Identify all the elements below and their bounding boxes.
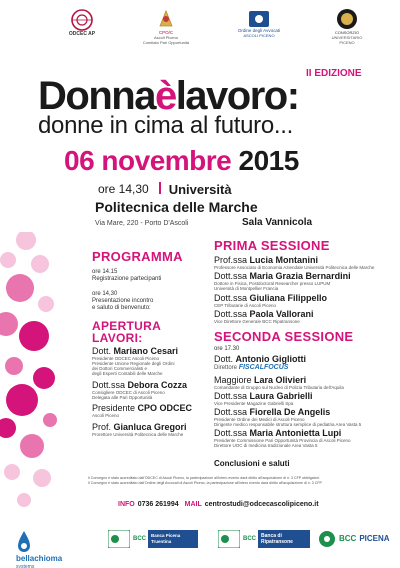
speaker-item xyxy=(92,346,178,376)
speaker-role: Prorettore Università Politecnica delle Marche xyxy=(92,432,184,437)
bubble xyxy=(20,434,44,458)
bellachioma-logo: bellachioma systems xyxy=(16,530,62,568)
speaker-name: Dott. Mariano Cesari xyxy=(92,346,179,356)
speaker-name: Dott.ssa Giuliana Filippello xyxy=(214,293,328,303)
avvocati-logo-sub: ASCOLI PICENO xyxy=(243,33,275,38)
avvocati-logo xyxy=(218,8,300,38)
title-accent: è xyxy=(154,74,176,118)
programma-item-time: ore 14.15 xyxy=(92,269,118,275)
odcec-emblem-icon xyxy=(70,8,94,32)
speaker-item xyxy=(214,309,314,324)
bubble xyxy=(33,469,51,487)
contact-info xyxy=(118,501,325,508)
header-logos xyxy=(0,8,400,54)
bubble xyxy=(0,418,16,438)
bcc-emblem-icon xyxy=(108,530,130,548)
speaker-name: Dott.ssa Laura Gabrielli xyxy=(214,391,313,401)
odcec-logo xyxy=(58,8,106,37)
consorzio-seal-icon xyxy=(336,8,358,30)
speaker-item xyxy=(214,428,351,448)
sponsor-bar xyxy=(0,524,400,568)
cpo-crest-icon xyxy=(155,8,177,30)
cpo-logo-label: CPO/C xyxy=(158,30,174,35)
bubble xyxy=(43,413,57,427)
speaker-role: Presidente ODCEC Ascoli Piceno xyxy=(92,356,160,361)
speaker-item xyxy=(214,407,361,427)
separator-bar xyxy=(159,182,161,194)
programma-item-text2: e saluto di benvenuto: xyxy=(92,305,151,311)
programma-item-time: ore 14,30 xyxy=(92,291,118,297)
speaker-role: Consigliere ODCEC di Ascoli Piceno xyxy=(92,390,165,395)
bubble xyxy=(6,384,38,416)
bubble xyxy=(38,296,54,312)
odcec-logo-label: ODCEC AP xyxy=(68,31,96,37)
bubble xyxy=(31,255,49,273)
speaker-item xyxy=(92,403,192,418)
programma-heading: PROGRAMMA xyxy=(92,249,183,264)
speaker-role: Delegata alle Pari Opportunità xyxy=(92,395,153,400)
avvocati-logo-label: Ordine degli Avvocati xyxy=(237,28,281,33)
speaker-name: Prof.ssa Lucia Montanini xyxy=(214,255,319,265)
speaker-role: Direttore UOC di medicina tradizionale Area Vasta 5 xyxy=(214,443,318,448)
info-mail[interactable]: centrostudi@odcecascolipiceno.it xyxy=(204,501,319,508)
speaker-role: Presidente Commissione Pari Opportunità Provincia di Ascoli Piceno xyxy=(214,438,351,443)
speaker-name: Prof. Gianluca Gregori xyxy=(92,422,187,432)
speaker-name: Dott.ssa Maria Antonietta Lupi xyxy=(214,428,342,438)
info-label: INFO xyxy=(118,501,135,508)
time-place xyxy=(98,182,232,200)
programma-item-text: Registrazione partecipanti xyxy=(92,276,162,282)
speaker-item xyxy=(214,255,374,270)
bubble xyxy=(16,232,36,250)
speaker-role: Università di Montpellier Francia xyxy=(214,286,279,291)
seconda-time: ore 17.30 xyxy=(214,346,240,352)
bubble xyxy=(19,321,49,351)
speaker-name: Dott.ssa Paola Vallorani xyxy=(214,309,314,319)
speaker-item xyxy=(92,422,187,437)
bubble xyxy=(0,252,16,268)
programma-item xyxy=(92,269,161,283)
programma-item xyxy=(92,291,153,312)
speaker-item xyxy=(214,271,351,291)
speaker-role: degli Esperti Contabili delle Marche xyxy=(92,371,163,376)
decorative-bubbles xyxy=(0,232,60,532)
speaker-role: Vice Direttore Generale BCC Ripatransone xyxy=(214,319,300,324)
speaker-role: Dirigente medico responsabile struttura semplice di pediatria Area Vasta 5 xyxy=(214,422,362,427)
speaker-name: Dott.ssa Maria Grazia Bernardini xyxy=(214,271,351,281)
bubble xyxy=(33,367,55,389)
speaker-role: Comandante di Gruppo sul Nucleo di Polizia Tributaria dell'Aquila xyxy=(214,385,344,390)
bubble xyxy=(5,357,23,375)
bubble xyxy=(17,493,31,507)
bcc-ripatransone-logo: BCC Banca di Ripatransone xyxy=(218,530,310,548)
date-year: 2015 xyxy=(238,145,299,176)
speaker-name: Dott.ssa Fiorella De Angelis xyxy=(214,407,331,417)
speaker-name: Presidente CPO ODCEC xyxy=(92,403,193,413)
speaker-role: Presidente Unione Regionale degli Ordini xyxy=(92,361,175,366)
consorzio-logo-sub2: PICENO xyxy=(339,40,355,45)
note-line: Il Convegno è stato accreditato dall'ODCEC di Ascoli Piceno, la partecipazione all'intero evento darà diritto all'acquisizione di n. 3 CFP obbligatori. xyxy=(88,476,320,480)
mail-label: MAIL xyxy=(184,501,202,508)
speaker-role: Ascoli Piceno xyxy=(92,413,120,418)
cpo-logo xyxy=(134,8,198,45)
speaker-item xyxy=(214,391,313,406)
info-phone[interactable]: 0736 261994 xyxy=(137,501,179,508)
seconda-sessione-heading: SECONDA SESSIONE xyxy=(214,329,354,344)
speaker-item xyxy=(214,375,344,390)
bubble xyxy=(4,464,20,480)
apertura-heading-line2: LAVORI: xyxy=(92,331,143,345)
speaker-name: Dott.ssa Debora Cozza xyxy=(92,380,188,390)
consorzio-logo xyxy=(326,8,368,45)
event-subtitle: donne in cima al futuro... xyxy=(38,112,294,139)
event-time: ore 14,30 xyxy=(98,182,149,196)
speaker-item xyxy=(214,354,306,372)
title-part2: lavoro: xyxy=(175,74,299,118)
accreditation-notes xyxy=(88,476,388,486)
event-address: Via Mare, 220 - Porto D'Ascoli xyxy=(95,220,189,227)
date-day: 06 novembre xyxy=(64,145,232,176)
event-room: Sala Vannicola xyxy=(242,217,313,228)
speaker-role: Presidente Ordine dei Medici di Ascoli Piceno xyxy=(214,417,305,422)
consorzio-logo-label: CONSORZIO xyxy=(334,30,360,35)
speaker-role: Direttore FISCALFOCUS xyxy=(214,364,289,371)
speaker-item xyxy=(214,293,327,308)
fiscalfocus-logo: FISCALFOCUS xyxy=(238,364,289,371)
university-label: Università xyxy=(168,182,232,197)
bubble xyxy=(0,312,18,336)
speaker-role: CEP Tributarie di Ascoli Piceno xyxy=(214,303,276,308)
programma-item-text: Presentazione incontro xyxy=(92,298,154,304)
speaker-role: Dottore in Fisica, Postdoctoral Researcher presso LUPUM xyxy=(214,281,331,286)
cpo-logo-sub: Ascoli Piceno xyxy=(153,35,178,40)
bubble xyxy=(6,274,34,302)
note-line: Il Convegno è stato accreditato dall'Ordine degli Avvocati di Ascoli Piceno, la partecipazione all'intero evento darà diritto all'acquisizione di n. 3 CFP xyxy=(88,481,322,485)
conclusioni: Conclusioni e saluti xyxy=(214,459,290,468)
speaker-name: Dott. Antonio Gigliotti xyxy=(214,354,307,364)
bcc-picena-truentina-logo: BCC Banca Picena Truentina xyxy=(108,530,198,548)
speaker-name: Maggiore Lara Olivieri xyxy=(214,375,307,385)
speaker-item xyxy=(92,380,187,400)
cpo-logo-sub2: Comitato Pari Opportunità xyxy=(142,40,190,45)
consorzio-logo-sub: UNIVERSITARIO xyxy=(331,35,363,40)
bellachioma-drop-icon xyxy=(16,530,32,554)
bcc-emblem-icon xyxy=(218,530,240,548)
title-part1: Donna xyxy=(38,74,155,118)
event-date xyxy=(64,145,299,177)
bcc-picena-logo: BCC PICENA xyxy=(318,530,390,548)
edition-label: II EDIZIONE xyxy=(306,68,362,79)
apertura-heading-line1: APERTURA xyxy=(92,319,162,333)
speaker-role: Vice Presidente Magazine Gabrielli Spa xyxy=(214,401,294,406)
bcc-emblem-icon xyxy=(318,530,336,548)
university-name: Politecnica delle Marche xyxy=(95,199,258,215)
avvocati-emblem-icon xyxy=(248,10,270,28)
prima-sessione-heading: PRIMA SESSIONE xyxy=(214,238,330,253)
apertura-heading xyxy=(92,320,161,344)
speaker-role: dei Dottori Commercialisti e xyxy=(92,366,148,371)
speaker-role: Professore Associato di Economia Aziendale Università Politecnica delle Marche xyxy=(214,265,375,270)
